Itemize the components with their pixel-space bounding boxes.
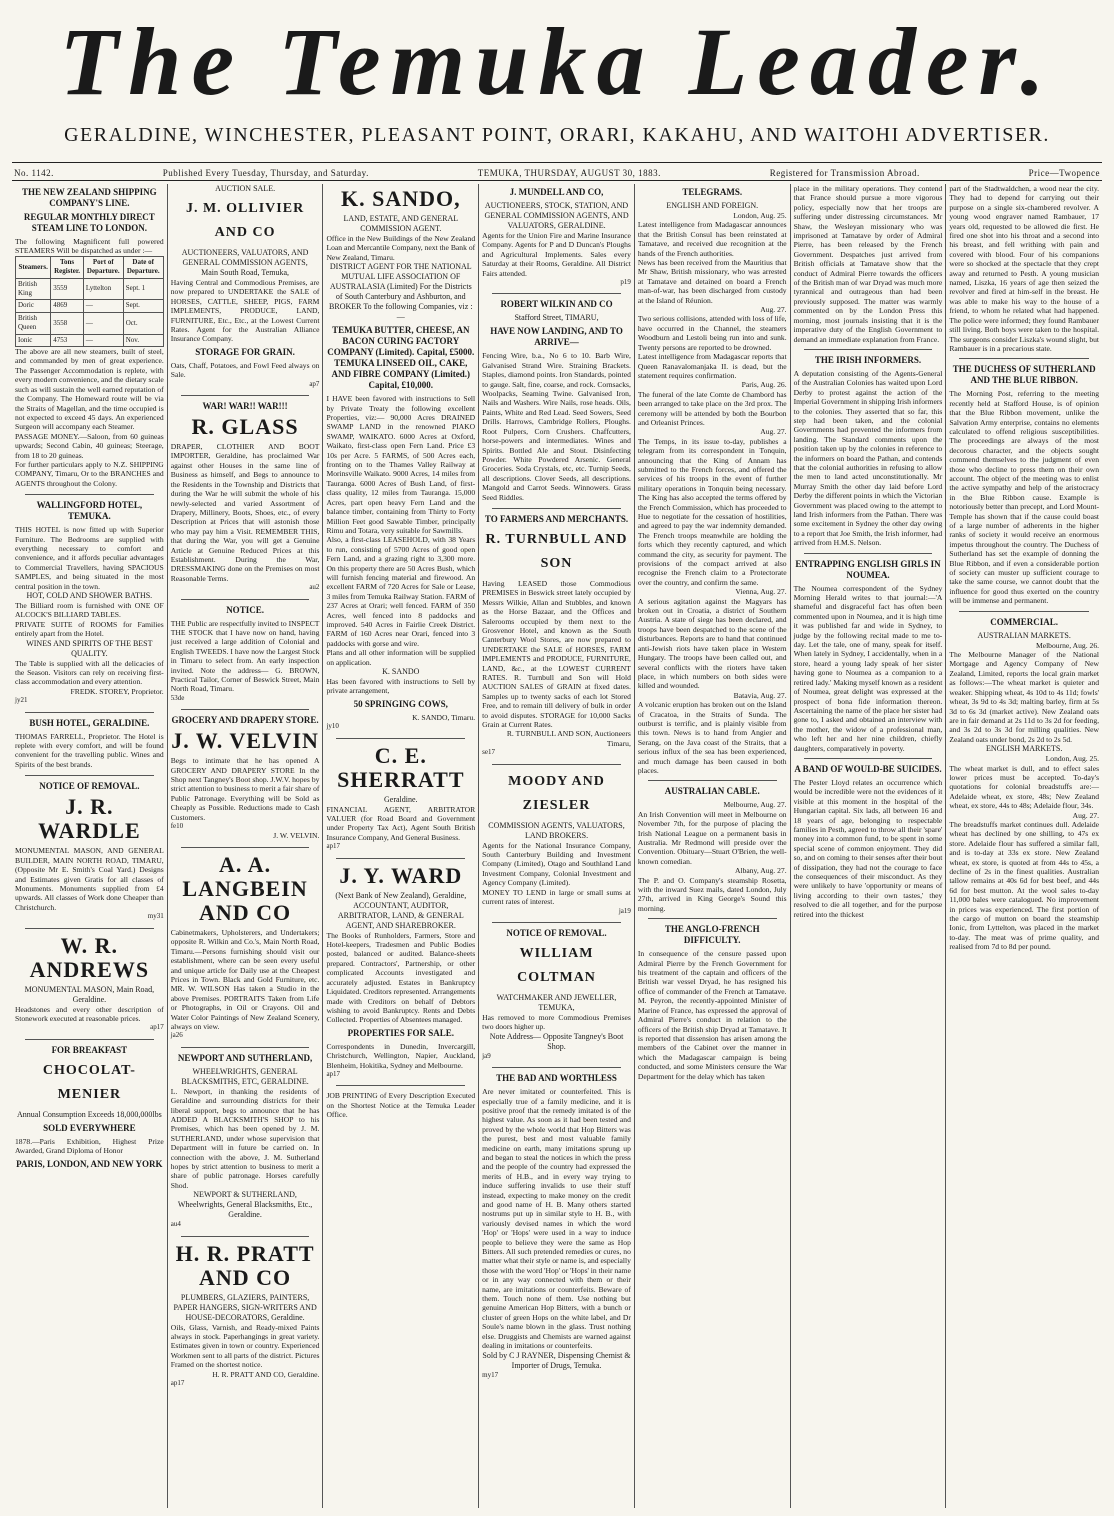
column-6 (791, 184, 947, 1508)
sherratt-body: FINANCIAL AGENT, ARBITRATOR VALUER (for Road Board and Government under Property Tax Act), Agent South British Insurance Company, And General Business. (326, 804, 476, 842)
irish-informers-heading: THE IRISH INFORMERS. (814, 354, 922, 365)
ward-sub: (Next Bank of New Zealand), Geraldine, ACCOUNTANT, AUDITOR, ARBITRATOR, LAND, & GENERAL AGENT, AND SHAREBROKER. (335, 890, 467, 930)
mundell-name: J. MUNDELL AND CO, (509, 187, 604, 197)
turnbull-advert (482, 514, 631, 758)
shipping-heading: THE NEW ZEALAND SHIPPING COMPANY'S LINE. (22, 187, 157, 208)
cell-date: Nov. (123, 334, 163, 346)
divider (492, 293, 621, 294)
cell-date: Sept. 1 (123, 278, 163, 300)
anglo-french-heading: THE ANGLO-FRENCH DIFFICULTY. (664, 924, 760, 946)
sando-office: Office in the New Buildings of the New Zealand Loan and Mercantile Company, next the Bank of New Zealand, Timaru. (326, 234, 476, 262)
dateline-paris: Paris, Aug. 26. (741, 380, 787, 390)
moody-name: MOODY AND ZIESLER (508, 773, 605, 813)
divider (492, 1067, 621, 1068)
sando-cows: 50 SPRINGING COWS, (353, 698, 448, 709)
cell-port: — (83, 300, 123, 312)
article-paragraph: The Noumea correspondent of the Sydney Morning Herald writes to that journal:—'A shameful and disgraceful fact has often been commented upon in Noumea, and it is high time it was published far and wide in Sydney, to judge by the following recital made to me to-day. Let the tale, one of many, speak for itself. When lately in Sydney, I accidentally, when in a store, heard a young lady speak of her sister having gone to Noumea as a companion to a retired lady.' Making myself known as a resident of Noumea, great delight was expressed at the prospect of bona fide information thereon. Ascertaining the name of the place her sister had gone to, I asked and obtained an interview with the mother, the widow of a professional man, who left her and her nine children, chiefly daughters, comparatively in poverty. (793, 583, 943, 753)
coltman-note: Note Address— Opposite Tangney's Boot Shop. (489, 1031, 624, 1051)
suicides-heading: A BAND OF WOULD-BE SUICIDES. (794, 763, 942, 774)
sando-companies: TEMUKA BUTTER, CHEESE, AN BACON CURING FACTORY COMPANY (Limited). Capital, £5000. TEMUKA LINSEED OIL, CAKE, AND FIBRE COMPANY (Limited.) Capital, £10,000. (327, 325, 475, 391)
wilkin-advert (482, 299, 631, 502)
hop-bitters-body: Are never imitated or counterfeited. This is especially true of a family medicine, and it is positive proof that the remedy imitated is of the highest value. As soon as it had been tested and proved by the whole world that Hop Bitters was the purest, best and most valuable family medicine on earth, many imitations sprung up and began to steal the notices in which the press and the people of the country had expressed the merits of H.B., and in every way trying to induce suffering invalids to use their stuff instead, expecting to make money on the credit and good name of H. B. Many others started nostrums put up in similar style to H. B., with variously devised names in which the word 'Hop' or 'Hops' were used in a way to induce people to believe they were the same as Hop Bitters. All such pretended remedies or cures, no matter what their style or name is, and especially those with the word 'Hop' or 'Hops' in their name or in any way connected with them or their name, are imitations or counterfeits. Beware of them. Touch none of them. Use nothing but genuine American Hop Bitters, with a bunch or cluster of green Hops on the white label, and Dr Soule's name blown in the glass. Trust nothing else. Druggists and Chemists are warned against dealing in imitations or counterfeits. (482, 1087, 631, 1351)
notice-heading: NOTICE. (226, 604, 264, 615)
ward-correspondents: Correspondents in Dunedin, Invercargill, Christchurch, Wellington, Napier, Auckland, Blenheim, Hokitika, Sydney and Melbourne. (326, 1041, 476, 1070)
coltman-sub: WATCHMAKER AND JEWELLER, TEMUKA, (496, 992, 617, 1012)
column-1 (12, 184, 168, 1508)
ad-code: ap17 (150, 1023, 164, 1032)
th-date: Date of Departure. (123, 256, 163, 278)
divider (181, 1236, 310, 1237)
th-tons: Tons Register. (51, 256, 84, 278)
brown-advert (171, 605, 320, 704)
hotel-billiards: The Billiard room is furnished with ONE OF ALCOCK'S BILLIARD TABLES. (15, 601, 164, 620)
divider (492, 508, 621, 509)
wardle-name: J. R. WARDLE (38, 794, 141, 844)
columns (12, 184, 1102, 1508)
dateline-london: London, Aug. 25. (733, 211, 787, 220)
dateline-batavia: Batavia, Aug. 27. (733, 690, 787, 700)
sando-cows-intro: Has been favored with instructions to Sell by private arrangement, (326, 677, 476, 696)
cell-steamer: British Queen (16, 312, 51, 334)
ollivier-oats: Oats, Chaff, Potatoes, and Fowl Feed always on Sale. (170, 360, 320, 380)
hotel-heading: WALLINGFORD HOTEL, TEMUKA. (36, 500, 143, 522)
newport-sub: WHEELWRIGHTS, GENERAL BLACKSMITHS, ETC, GERALDINE. (181, 1066, 309, 1086)
velvin-body: Begs to intimate that he has opened A GROCERY AND DRAPERY STORE In the Shop next Tangney's Boot shop. J.W.V. hopes by strict attention to business to merit a fair share of Public Patronage. Everything will be Sold as Cheaply as Possible. Reductions made to Cash Customers. (170, 756, 320, 822)
mundell-advert (482, 187, 631, 287)
moody-money: MONEY TO LEND in large or small sums at current rates of interest. (482, 887, 631, 907)
wilkin-heading: HAVE NOW LANDING, AND TO ARRIVE— (490, 326, 623, 348)
ollivier-body: Having Central and Commodious Premises, are now prepared to UNDERTAKE the SALE of HORSES, CATTLE, SHEEP, PIGS, FARM IMPLEMENTS, PRODUCE, LAND, FURNITURE, Etc., Etc., at the Lowest Current Rates. Agent for the Australian Alliance Insurance Company. (170, 278, 320, 344)
ad-code: se17 (482, 748, 495, 757)
mundell-body: Agents for the Union Fire and Marine Insurance Company. Agents for P and D Duncan's Ploughs and Agricultural Implements. Sales every Saturday at their Rooms, Geraldine. All District Fairs attended. (482, 231, 631, 278)
langbein-name: A. A. LANGBEIN AND CO (182, 851, 308, 925)
noumea-heading: ENTRAPPING ENGLISH GIRLS IN NOUMEA. (795, 558, 941, 580)
dateline: Aug. 27. (760, 427, 787, 437)
newport-signature: NEWPORT & SUTHERLAND, Wheelwrights, General Blacksmiths, Etc., Geraldine. (177, 1190, 313, 1220)
newspaper-title: The Temuka Leader. (59, 8, 1055, 115)
bush-hotel-body: THOMAS FARRELL, Proprietor. The Hotel is replete with every comfort, and will be found convenient for the travelling public. Wines and Spirits of the best brands. (15, 731, 164, 769)
steamer-table (15, 256, 164, 347)
ad-code: p19 (620, 278, 631, 287)
cell-tons: 4869 (51, 300, 84, 312)
divider (804, 553, 933, 554)
dateline (14, 168, 1100, 178)
sando-cows-signature: K. SANDO, Timaru. (412, 712, 476, 722)
dateline-vienna: Vienna, Aug. 27. (735, 587, 787, 597)
sherratt-sub: Geraldine. (384, 794, 418, 804)
velvin-heading: GROCERY AND DRAPERY STORE. (171, 715, 319, 726)
column-5 (635, 184, 791, 1508)
cell-tons: 4753 (51, 334, 84, 346)
ward-advert (326, 864, 475, 1080)
turnbull-signature: R. TURNBULL AND SON, Auctioneers Timaru, (506, 729, 631, 748)
andrews-advert (15, 934, 164, 1033)
divider (959, 611, 1089, 612)
column-7 (946, 184, 1102, 1508)
ad-code: fe10 (170, 822, 184, 831)
publication-days: Published Every Tuesday, Thursday, and Saturday. (162, 168, 369, 178)
pratt-name: H. R. PRATT AND CO (175, 1240, 315, 1290)
cell-steamer: Doric (16, 300, 51, 312)
cell-tons: 3558 (51, 312, 84, 334)
ad-code: jy10 (326, 722, 339, 731)
glass-advert (171, 401, 320, 593)
wardle-heading: NOTICE OF REMOVAL. (39, 781, 140, 792)
divider (336, 1085, 465, 1086)
column-3 (323, 184, 479, 1508)
ad-code: ap17 (326, 842, 341, 851)
ad-code: ap7 (309, 379, 320, 388)
article-paragraph: The Pester Lloyd relates an occurrence which would be incredible were not the evidences of it visible at this moment in the hospital of the Hungarian capital. Six lads, all between 16 and 18 years of age, belonging to respectable families in Pesth, agreed to throw all their 'spare' money into a common fund, to be spent in some special scene of common enjoyment. They did so, and on coming to their senses after their bout of dissipation, they had not the courage to face the consequences of their misconduct. As they were unlikely to have 'opportunity or means of living according to their own tastes,' they resolved to die all together, and for the purpose retired into the thickest (793, 777, 943, 919)
coltman-advert (482, 928, 631, 1061)
table-row (16, 312, 164, 334)
wilkin-sub: Stafford Street, TIMARU, (514, 313, 599, 323)
turnbull-name: R. TURNBULL AND SON (485, 531, 628, 571)
article-paragraph: The wheat market is dull, and to effect sales lower prices must be accepted. To-day's quotations for colonial breadstuffs are:—Adelaide wheat, ex store, 48s; New Zealand wheat, ex store, 44s to 48s; Adelaide flour, 34s. (949, 763, 1100, 811)
divider (648, 780, 777, 781)
divider (492, 764, 621, 765)
table-row (16, 300, 164, 312)
divider (181, 599, 310, 600)
ad-code: ap17 (326, 1069, 341, 1078)
ollivier-advert (171, 184, 320, 389)
hotel-body: THIS HOTEL is now fitted up with Superior Furniture. The Bedrooms are supplied with everything necessary to comfort and convenience, and it affords peculiar advantages to Commercial Travellers, having SPACIOUS SAMPLES, and being situated in the most central position in the town. (15, 525, 164, 591)
coltman-body: Has removed to more Commodious Premises two doors higher up. (482, 1012, 631, 1032)
newport-name: NEWPORT AND SUTHERLAND, (177, 1052, 313, 1063)
newport-advert (171, 1053, 320, 1230)
ad-code: my31 (147, 912, 164, 921)
hotel-proprietor: FREDK. STOREY, Proprietor. (70, 686, 164, 696)
pratt-advert (171, 1242, 320, 1389)
divider (336, 738, 465, 739)
issue-number: No. 1142. (14, 168, 54, 178)
divider (804, 349, 933, 350)
commercial-heading: COMMERCIAL. (990, 616, 1059, 627)
glass-name: R. GLASS (191, 414, 299, 440)
sando-lease: Also, a first-class LEASEHOLD, with 38 Years to run, consisting of 5700 Acres of good open Fern Land, and a grazing right to 3,300 more. On this property there are 50 Acres Bush, which will furnish fencing material and firewood. An excellent FARM of 720 Acres for Sale or Lease, 3 miles from Temuka Railway Station. FARM of 237 Acres at Orari; well fenced. FARM of 350 Acres, well fenced into 8 paddocks and improved. 540 Acres in Fairlie Creek District. FARM of 160 Acres near Orari, fenced into 3 paddocks with gorse and wire. (326, 535, 476, 648)
cocoa-heading: FOR BREAKFAST (51, 1044, 128, 1055)
cell-tons: 3559 (51, 278, 84, 300)
th-steamers: Steamers. (16, 256, 51, 278)
australian-markets-heading: AUSTRALIAN MARKETS. (977, 630, 1071, 640)
wardle-body: MONUMENTAL MASON, AND GENERAL BUILDER, MAIN NORTH ROAD, TIMARU, (Opposite Mr E. Smith's Coal Yard.) Designs and Estimates given Gratis for all classes of Monuments. Monuments supplied from £4 upwards. All classes of Work done Cheaper than Christchurch. (15, 846, 164, 912)
wilkin-items: Fencing Wire, b.a., No 6 to 10. Barb Wire, Galvanised Strand Wire. Straining Brackets. Staples, diamond points. Iron Standards, pointed to gauge. Salt, fine, coarse, and rock. Cornsacks, Woolpacks, Seaming Twine. Galvanised Iron, Nails and Washers. Wire Nails, rose heads. Oils, Paints, White and Red Lead. Seed Sowers, Seed Drills. Harrows, Cambridge Rollers, Ploughs. Root Pulpers, Corn Crushers. Chaffcutters, horse-powers and intermediates. Wines and Spirits. Bottled Ale and Stout. Disinfecting Powder. White Powdered Arsenic. General Groceries. Soda Crystals, etc, etc. Turnip Seeds, all descriptions. Clover Seeds, all descriptions. Mangold and Carrot Seeds. Winnowers. Grass Seed Riddles. (482, 351, 631, 502)
war-heading: WAR! WAR!! WAR!!! (202, 401, 288, 412)
hop-bitters-advert (482, 1073, 631, 1380)
cocoa-cities: PARIS, LONDON, AND NEW YORK (16, 1158, 163, 1169)
cell-date: Oct. (123, 312, 163, 334)
divider (25, 1039, 154, 1040)
sando-name: K. SANDO, (340, 186, 461, 211)
wilkin-name: ROBERT WILKIN AND CO (500, 299, 613, 310)
article-paragraph: A serious agitation against the Magyars has broken out in Croatia, a district of Southern Austria. A state of siege has been declared, and troops have been despatched to the scene of the disturbances. Reports are to hand that continued anti-Jewish riots have taken place in Western Hungary. The troops have been called out, and several conflicts with the rioters have taken place, in which numbers on both sides were killed and wounded. (637, 596, 787, 691)
divider (25, 928, 154, 929)
moody-sub: COMMISSION AGENTS, VALUATORS, LAND BROKERS. (488, 820, 625, 840)
article-paragraph: The breadstuffs market continues dull. Adelaide wheat has declined by one shilling, to 47s ex store. Adelaide flour has suffered a similar fall, and is to-day at 33s ex store. New Zealand wheat, ex store, is quoted at from 44s to 45s, a decline of 2s in the finest qualities. Australian tallow remains at 40s 6d for best beef, and 44s 6d for best mutton. At the wool sales to-day 11,000 bales were catalogued. No improvement in prices was experienced. The first portion of the cargo of mutton on board the steamship Ionic, from Lyttelton, was placed in the market to-day. The meat was of prime quality, and realised from 7d to 8d per pound. (949, 819, 1100, 952)
hop-bitters-heading: THE BAD AND WORTHLESS (496, 1073, 617, 1084)
newspaper-subtitle: GERALDINE, WINCHESTER, PLEASANT POINT, ORARI, KAKAHU, AND WAITOHI ADVERTISER. (64, 124, 1050, 146)
hotel-baths: HOT, COLD AND SHOWER BATHS. (26, 591, 153, 600)
divider (492, 922, 621, 923)
english-markets-heading: ENGLISH MARKETS. (985, 744, 1063, 754)
ward-sale: PROPERTIES FOR SALE. (347, 1027, 455, 1038)
sando-district: DISTRICT AGENT FOR THE NATIONAL MUTUAL LIFE ASSOCIATION OF AUSTRALASIA (Limited) For the Districts of South Canterbury and Ashburton, and BROKER To the following Companies, viz :— (329, 262, 473, 322)
coltman-heading: NOTICE OF REMOVAL. (506, 927, 607, 938)
hotel-suite: PRIVATE SUITE of ROOMS for Families entirely apart from the Hotel. (15, 619, 164, 639)
shipping-subheading: REGULAR MONTHLY DIRECT STEAM LINE TO LONDON. (23, 212, 155, 233)
moody-body: Agents for the National Insurance Company, South Canterbury Building and Investment Company (Limited), Otago and Southland Land Investment Company, Colonial Investment and Agency Company (Limited). (482, 840, 631, 888)
cell-steamer: British King (16, 278, 51, 300)
issue-date: TEMUKA, THURSDAY, AUGUST 30, 1883. (477, 168, 661, 178)
newport-body: L. Newport, in thanking the residents of Geraldine and surrounding districts for their liberal support, begs to announce that he has ADDED A BLACKSMITH'S SHOP to his Premises, which has been opened by J. M. SUTHERLAND, under whose supervision that Department will in future be carried on. In connection with the above, J. M. Sutherland hopes by strict attention to business to merit a share of public patronage. Horses carefully Shod. (170, 1086, 320, 1190)
article-paragraph: Latest intelligence from Madagascar reports that Queen Ranavalomanjaka II. is dead, but the statement requires confirmation. (637, 352, 787, 380)
sherratt-advert (326, 744, 475, 852)
sando-land: I HAVE been favored with instructions to Sell by Private Treaty the following excellent Properties, viz:— 90,000 Acres DRAINED SWAMP LAND in the renowned PIAKO SWAMP, WAIKATO. 6000 Acres at Oxford, Waikato, first-class open Fern Land. Price £3 10s per Acre. 5 FARMS, of 500 Acres each, fronting on to the Thames Valley Railway at Morinsville Waikato. 9000 Acres, 14 miles from Tauranga. 6000 Acres of Bush Land, of first-class quality, 12 miles from Tauranga. 15,000 Acres, part open heavy Fern Land and the balance timber, containing from Thirty to Forty Million Feet good Sawable Timber, principally Rimu and Totara, very suitable for Sawmills. (326, 394, 476, 535)
divider (181, 1047, 310, 1048)
ollivier-storage: STORAGE FOR GRAIN. (195, 346, 295, 357)
dateline-rule (12, 180, 1102, 181)
sando-plans: Plans and all other information will be supplied on application. (326, 648, 476, 667)
column-2 (168, 184, 324, 1508)
column-4 (479, 184, 635, 1508)
divider (804, 758, 933, 759)
article-paragraph: A deputation consisting of the Agents-General of the Australian Colonies has waited upon Lord Derby to protest against the action of the Imperial Government in shipping Irish informers to the colonies. They asserted that so far, this step had been taken, and the colonial Governments had prevented the informers from landing. The Standard comments upon the position taken up by the colonies in reference to the informers on board the Pathan, and contends that the colonial authorities in refusing to allow the men to land acted unconstitutionally. Mr Murray Smith the other day laid before Lord Derby the different points in which the Victorian Government was placed owing to the attempt to land Irish informers from the Pathan. There was some excitement in Sydney the other day owing to a report that Joe Smith, the Irish informer, had arrived from H.M.S. Nelson. (793, 368, 943, 548)
ollivier-address: Main South Road, Temuka, (201, 268, 290, 277)
divider (181, 847, 310, 848)
dateline-melbourne: Melbourne, Aug. 26. (1035, 640, 1100, 650)
job-printing-notice: JOB PRINTING of Every Description Executed on the Shortest Notice at the Temuka Leader Office. (326, 1091, 476, 1120)
andrews-body: Headstones and every other description of Stonework executed at reasonable prices. (15, 1004, 164, 1023)
cocoa-advert (15, 1045, 164, 1170)
telegrams-subheading: ENGLISH AND FOREIGN. (666, 201, 759, 210)
divider (181, 395, 310, 396)
cocoa-name: CHOCOLAT-MENIER (42, 1062, 136, 1102)
dateline-albany: Albany, Aug. 27. (734, 866, 787, 876)
ad-code: au2 (309, 583, 320, 592)
cocoa-sold: SOLD EVERYWHERE (43, 1122, 136, 1133)
divider (25, 775, 154, 776)
masthead (0, 0, 1114, 170)
ad-code: ap17 (170, 1379, 185, 1388)
glass-body: DRAPER, CLOTHIER AND BOOT IMPORTER, Geraldine, has proclaimed War against other Houses in the same line of Business as himself, and Begs to announce to the Residents in the Township and Districts that during the War he will submit the whole of his newly-selected and varied Assortment of Drapery, Millinery, Boots, Shoes, etc., of every Description at Prices that will astonish those who may pay him a Visit. REMEMBER THIS, that during the War, you will get a Genuine Article at Genuine Reduced Prices at this Establishment. During the War, DRESSMAKING done on the Premises on most Reasonable Terms. (170, 442, 320, 583)
divider (25, 494, 154, 495)
wardle-advert (15, 781, 164, 921)
brown-body: THE Public are respectfully invited to INSPECT THE STOCK that I have now on hand, having just received a large addition of Colonial and English TWEEDS. I have now the Largest Stock in Timaru to select from. An early inspection invited. Note the address— G. BROWN, Practical Tailor, Corner of Beswick Street, Main North Road, Timaru. (170, 618, 320, 694)
ad-code: ja9 (482, 1051, 491, 1060)
langbein-advert (171, 853, 320, 1041)
dateline: Aug. 27. (760, 305, 787, 315)
duchess-heading: THE DUCHESS OF SUTHERLAND AND THE BLUE RIBBON. (952, 364, 1096, 386)
registration-note: Registered for Transmission Abroad. (769, 168, 920, 178)
article-paragraph: The Temps, in its issue to-day, publishes a telegram from its correspondent in Tonquin, announcing that the King of Annam has submitted to the French forces, and offered the services of his troops in the event of further military operations in Tonquin being necessary. The King has also accepted the terms offered by the French Commission, which has proceeded to Hue to negotiate for the cessation of hostilities, and agreed to pay the war indemnity demanded. The French troops meanwhile are holding the forts which they recently captured, and which command the city, as security for payment. The provisions of the compact arrived at also recognise the French claim to a Protectorate over the country, and confirm the same. (637, 436, 787, 587)
divider (181, 709, 310, 710)
pratt-body: Oils, Glass, Varnish, and Ready-mixed Paints always in stock. Paperhangings in great variety. Estimates given in town or country. Experienced Workmen sent to all parts of the district. Pictures Framed on the shortest notice. (170, 1322, 320, 1370)
shipping-body: The above are all new steamers, built of steel, and commanded by men of great experience. The Passenger Accommodation is replete, with every modern convenience, and the dietary scale such as will sustain the well earned reputation of the Company. The Homeward route will be via the Straits of Magellan, and the time occupied is not expected to exceed 45 days. An experienced Surgeon will accompany each Steamer. (15, 347, 164, 432)
andrews-sub: MONUMENTAL MASON, Main Road, Geraldine. (24, 984, 155, 1004)
ad-code: au4 (170, 1220, 181, 1229)
langbein-body: Cabinetmakers, Upholsterers, and Undertakers; opposite R. Wilkin and Co.'s, Main North Road, Timaru.—Persons furnishing should visit our establishment, where can be seen every useful and unique article for Daily use at the Cheapest Prices in Town. Black and Gold Furniture, etc. MR. W. WILSON Has taken a Studio in the above Premises. PORTRAITS Taken from Life or Photographs, in Oil or Crayons. Oil and Water Color Paintings of New Zealand Scenery, always on view. (170, 927, 320, 1031)
divider (25, 712, 154, 713)
sando-sub: LAND, ESTATE, AND GENERAL COMMISSION AGENT. (343, 214, 459, 233)
cell-date: Sept. (123, 300, 163, 312)
ad-code: ja19 (618, 906, 631, 915)
shipping-apply: For further particulars apply to N.Z. SHIPPING COMPANY, Timaru, Or to the BRANCHES and AGENTS throughout the Colony. (15, 459, 164, 488)
article-paragraph: An Irish Convention will meet in Melbourne on November 7th, for the purpose of placing the Irish National League on a permanent basis in Australia. Mr Redmond will preside over the Convention. Obituary—Stuart O'Brien, the well-known comedian. (637, 809, 787, 866)
th-port: Port of Departure. (83, 256, 123, 278)
article-paragraph: News has been received from the Mauritius that Mr Shaw, British missionary, who was arrested at Tamatave and detained on board a French man-of-war, has been discharged from custody at the Island of Réunion. (637, 258, 787, 305)
cell-steamer: Ionic (16, 334, 51, 346)
sando-signature: K. SANDO (382, 667, 420, 676)
cell-port: — (83, 334, 123, 346)
hop-bitters-sold: Sold by C J RAYNER, Dispensing Chemist & Importer of Drugs, Temuka. (482, 1350, 631, 1370)
article-paragraph: part of the Stadtwaldchen, a wood near the city. They had to depend for carrying out their purpose on a single six-chambered revolver. A young wood engraver named Rambauer, 17 years old, requested to be allowed die first. He fired one shot into his throat and a second into his breast, and fell writhing with pain and covered with blood. Four of his companions were so shocked at the spectacle that they crept away and returned to Pesth. A young musician named, Liszka, 16 years of age then seized the revolver and fired at him-self in the breast. He was able to make his way to the house of a friend, to whom he related what had happened. The police were informed; they found Rambauer still living. Both boys were taken to the hospital. The surgeons consider Liszka's wound slight, but Rambauer is in a precarious state. (949, 184, 1100, 353)
article-paragraph: Latest intelligence from Madagascar announces that the British Consul has been reinstated at Tamatave, and received due recognition at the hands of the French authorities. (637, 220, 787, 258)
andrews-name: W. R. ANDREWS (29, 932, 150, 982)
table-row (16, 278, 164, 300)
bush-hotel-advert (15, 718, 164, 770)
ad-code: jy21 (15, 696, 28, 705)
steamer-table-header (16, 256, 164, 278)
article-paragraph: A volcanic eruption has broken out on the Island of Cracatoa, in the Straits of Sunda. The outburst is terrific, and is plainly visible from this town. News is to hand from Angier and Serang, on the Java coast of the Straits, that a serious influx of the sea has been experienced, and much damage has been caused in both places. (637, 700, 787, 775)
ad-code: 53de (170, 693, 185, 702)
turnbull-body: Having LEASED those Commodious PREMISES in Beswick street lately occupied by Messrs Wilkie, Allan and Stubbles, and known as the Horse Bazaar, and the Offices and Salerooms occupied by them next to the Grosvenor Hotel, and known as the South Canterbury Wool Stores, are now prepared to UNDERTAKE the SALE of HORSES, FARM IMPLEMENTS and PRODUCE, FURNITURE, LAND, &c., at the LOWEST CURRENT RATES. R. Turnbull and Son will Hold AUCTION SALES of GRAIN at fixed dates. Samples up to twenty sacks of each lot Stored Free, and to remain till delivery of bulk in order to avoid disputes. STORAGE for 10,000 Sacks Grain at Current Rates. (482, 578, 631, 730)
australian-cable-heading: AUSTRALIAN CABLE. (664, 786, 760, 797)
turnbull-heading: TO FARMERS AND MERCHANTS. (484, 513, 629, 524)
cell-port: — (83, 312, 123, 334)
velvin-advert (171, 715, 320, 841)
ad-code: my17 (482, 1370, 499, 1379)
sherratt-name: C. E. SHERRATT (337, 742, 465, 792)
table-row (16, 334, 164, 346)
cocoa-award: 1878.—Paris Exhibition, Highest Prize Awarded, Grand Diploma of Honor (15, 1136, 164, 1156)
ollivier-sub: AUCTIONEERS, VALUATORS, AND GENERAL COMMISSION AGENTS, (181, 248, 309, 267)
article-paragraph: The funeral of the late Comte de Chambord has been arranged to take place on the 3rd prox. The ceremony will be attended by both the Bourbon and Orleanist Princes. (637, 389, 787, 427)
cocoa-body: Annual Consumption Exceeds 18,000,000lbs (17, 1109, 162, 1119)
ward-name: J. Y. WARD (339, 862, 463, 888)
price: Price—Twopence (1028, 168, 1100, 178)
ollivier-name: J. M. OLLIVIER AND CO (185, 201, 305, 240)
dateline: Aug. 27. (1072, 810, 1100, 820)
telegrams-heading: TELEGRAMS. (682, 187, 743, 197)
article-paragraph: The Melbourne Manager of the National Mortgage and Agency Company of New Zealand, Limited, reports the local grain market as follows:—The wheat market is quieter and weaker. Shipping wheat, 4s 10d to 4s 11d; fowls' wheat, 3s 9d to 4s 3d; malting barley, firm at 5s 3d to 6s 3d (market active). New Zealand oats are in fair demand at 2s 11d to 3s 2d for feeding, and 3s 2d to 3s 3d for milling qualities. New Zealand oats under bond, 2s 2d to 2s 5d. (949, 650, 1100, 744)
bush-hotel-heading: BUSH HOTEL, GERALDINE. (29, 717, 150, 728)
velvin-signature: J. W. VELVIN. (273, 831, 320, 841)
sando-advert (326, 187, 475, 732)
article-paragraph: In consequence of the censure passed upon Admiral Pierre by the French Government for his treatment of the captain and officers of the British war vessel Dryad, he has resigned his office of commander of the French at Tamatave. M. Peyron, the recently-appointed Minister of Marine of France, has expressed the approval of Admiral Pierre's conduct in relation to the officers of the British ship Dryad at Tamatave. It is reported that dissension has arisen among the members of the Cabinet over the manner in which the Madagascar campaign is being conducted, and some Ministers censure the War Department for the delay which has taken (637, 949, 787, 1081)
pratt-sub: PLUMBERS, GLAZIERS, PAINTERS, PAPER HANGERS, SIGN-WRITERS AND HOUSE-DECORATORS, Geraldine. (173, 1292, 317, 1322)
velvin-name: J. W. VELVIN (171, 728, 319, 754)
divider (959, 358, 1089, 359)
ad-code: ja26 (170, 1031, 183, 1040)
ward-body: The Books of Runholders, Farmers, Store and Hotel-keepers, Tradesmen and Public Bodies posted, balanced or audited. Balance-sheets prepared. Contractors', Partnership, or other complicated Accounts investigated and accurately adjusted. Estates in Bankruptcy Liquidated. Creditors represented. Arrangements made with Creditors on behalf of Debtors wishing to avoid Bankruptcy. Rents and Debts Collected. Properties of Absentees managed. (326, 930, 476, 1025)
pratt-signature: H. R. PRATT AND CO, Geraldine. (212, 1369, 320, 1379)
article-paragraph: Two serious collisions, attended with loss of life, have occurred in the Channel, the steamers Woodburn and Lestoli being run into and sunk. Twenty persons are reported to be drowned. (637, 314, 787, 352)
hotel-advert (15, 500, 164, 706)
coltman-name: WILLIAM COLTMAN (517, 945, 596, 985)
shipping-intro: The following Magnificent full powered STEAMERS Will be dispatched as under :— (15, 237, 164, 256)
divider (336, 858, 465, 859)
shipping-fares: PASSAGE MONEY.—Saloon, from 60 guineas upwards; Second Cabin, 40 guineas; Steerage, from 18 to 20 guineas. (15, 431, 164, 460)
ollivier-heading: AUCTION SALE. (215, 184, 276, 193)
dateline-melbourne: Melbourne, Aug. 27. (723, 800, 787, 810)
article-paragraph: The P. and O. Company's steamship Rosetta, with the inward Suez mails, dated London, July 27th, arrived in King George's Sound this morning. (637, 875, 787, 913)
article-paragraph: place in the military operations. They contend that France should pursue a more vigorous policy, especially now that her troops are suffering under distressing circumstances. Mr Shaw, the Wesleyan missionary who was imprisoned at Tamatave by order of Admiral Pierre, has been released by the French Government. Despatches just arrived from British officials at Tamatave show that the conduct of Admiral Pierre towards the officers of the British man of war Dryad was much more tyrannical and outrageous than had been previously supposed. The matter was warmly commented on by the London Press this morning, most journals insisting that it is the imperative duty of the English Government to demand an immediate explanation from France. (793, 184, 943, 344)
dateline-london: London, Aug. 25. (1045, 754, 1100, 764)
top-rule (12, 162, 1102, 163)
cell-port: Lyttelton (83, 278, 123, 300)
moody-advert (482, 770, 631, 916)
mundell-sub: AUCTIONEERS, STOCK, STATION, AND GENERAL COMMISSION AGENTS, AND VALUATORS, GERALDINE. (484, 201, 629, 230)
divider (648, 918, 777, 919)
hotel-table: The Table is supplied with all the delicacies of the Season. Visitors can rely on receiving first-class accommodation and every attention. (15, 658, 164, 687)
hotel-wines: WINES AND SPIRITS OF THE BEST QUALITY. (26, 638, 153, 658)
article-paragraph: The Morning Post, referring to the meeting recently held at Stafford House, is of opinion that the Blue Ribbon movement, unlike the Salvation Army enterprise, contains no elements calculated to offend religious susceptibilities. The proceedings are always of the most decorous character, and the objects sought commend themselves to the judgment of even those who decline to press them on their own account. The object of the meeting was to enlist the active sympathy and help of the aristocracy in the Blue Ribbon cause. Example is notoriously better than precept, and Lord Mount-Temple has shown that if the cause could boast of a large number of adherents in the higher ranks of society it would receive an enormous impetus throughout the country. The Duchess of Sutherland has set the example of donning the Blue Ribbon, and if even a considerable portion of society can muster up sufficient courage to take the same course, we cannot doubt that the influence for good thus exerted on the country will be immense and permanent. (949, 389, 1100, 606)
shipping-advert (15, 187, 164, 488)
